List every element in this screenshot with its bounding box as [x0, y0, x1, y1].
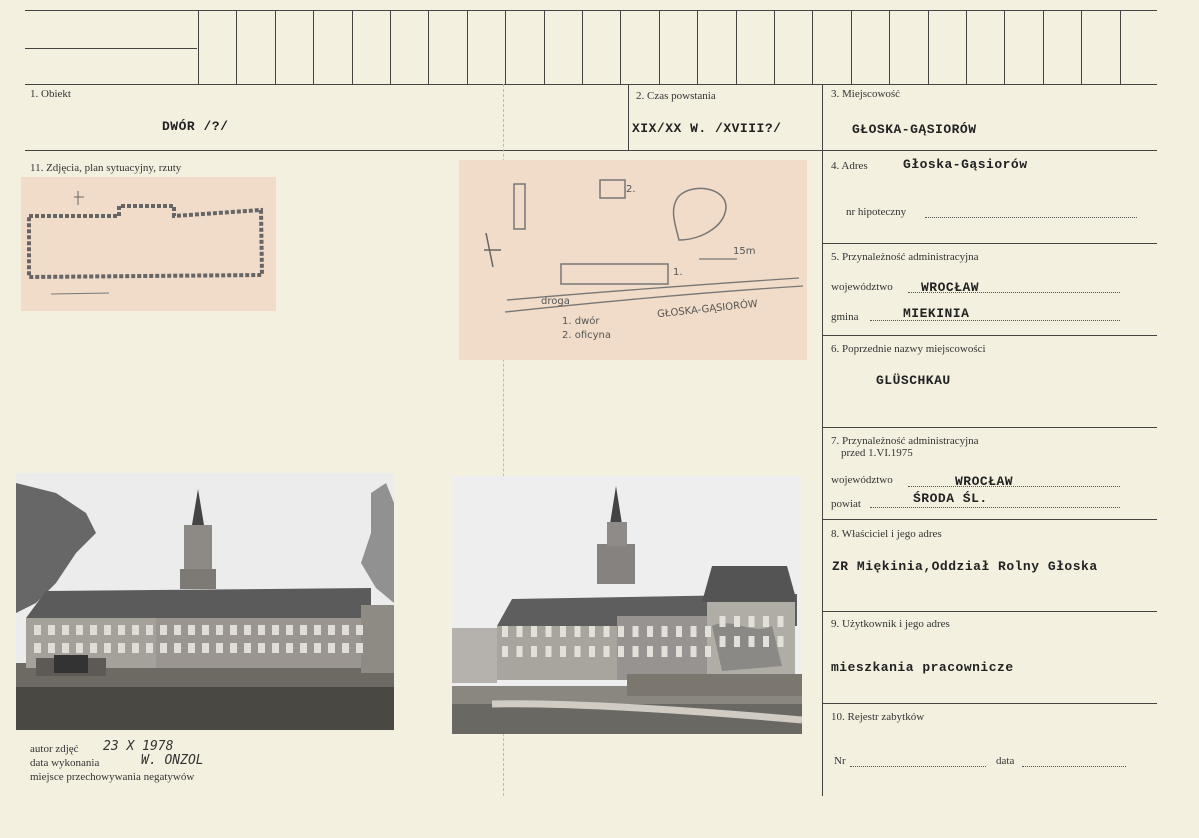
- uzytkownik-label: 9. Użytkownik i jego adres: [831, 618, 950, 630]
- manor-photo-right: [452, 476, 802, 734]
- strip-column-line: [736, 10, 737, 84]
- site-num-1: 1.: [673, 267, 683, 278]
- site-scale: 15m: [733, 246, 756, 257]
- strip-column-line: [1004, 10, 1005, 84]
- powiat-value: ŚRODA ŚL.: [913, 491, 988, 506]
- top-strip-line: [25, 48, 197, 49]
- rejestr-nr-label: Nr: [834, 755, 846, 767]
- przed-date-label: przed 1.VI.1975: [841, 447, 913, 459]
- col-divider-2: [628, 84, 629, 150]
- strip-column-line: [236, 10, 237, 84]
- rejestr-label: 10. Rejestr zabytków: [831, 711, 925, 723]
- miejscowosc-label: 3. Miejscowość: [831, 88, 901, 100]
- poprzednie-value: GLÜSCHKAU: [876, 373, 951, 388]
- top-border: [25, 10, 1157, 11]
- uzytkownik-value: mieszkania pracownicze: [831, 660, 1014, 675]
- strip-column-line: [390, 10, 391, 84]
- site-plan-paste: [459, 160, 807, 360]
- floor-plan-paste: [21, 177, 276, 311]
- header-bottom-line: [25, 84, 1157, 85]
- line-7: [822, 427, 1157, 428]
- line-10: [822, 703, 1157, 704]
- line-8: [822, 519, 1157, 520]
- strip-column-line: [1120, 10, 1121, 84]
- line-6: [822, 335, 1157, 336]
- strip-column-line: [1081, 10, 1082, 84]
- strip-column-line: [582, 10, 583, 84]
- gmina-dots: [870, 320, 1120, 321]
- rejestr-data-dots: [1022, 766, 1126, 767]
- przynaleznosc-label: 5. Przynależność administracyjna: [831, 251, 979, 263]
- row1-line: [25, 150, 1157, 151]
- strip-column-line: [812, 10, 813, 84]
- strip-column-line: [774, 10, 775, 84]
- hipoteczny-label: nr hipoteczny: [846, 206, 907, 218]
- autor-value: 23 X 1978: [103, 739, 174, 754]
- strip-column-line: [966, 10, 967, 84]
- gmina-label: gmina: [831, 311, 859, 323]
- data-wykonania-label: data wykonania: [30, 757, 100, 769]
- manor-photo-left-image: [16, 473, 394, 730]
- strip-column-line: [505, 10, 506, 84]
- przed-wojewodztwo-dots: [908, 486, 1120, 487]
- site-droga: droga: [541, 296, 570, 307]
- strip-column-line: [1043, 10, 1044, 84]
- data-wykonania-value: W. ONZOL: [141, 753, 204, 768]
- powiat-dots: [870, 507, 1120, 508]
- strip-column-line: [851, 10, 852, 84]
- czas-value: XIX/XX W. /XVIII?/: [632, 121, 782, 136]
- czas-label: 2. Czas powstania: [636, 90, 716, 102]
- manor-photo-left: [16, 473, 394, 730]
- strip-column-line: [928, 10, 929, 84]
- col-divider-right: [822, 84, 823, 796]
- line-5: [822, 243, 1157, 244]
- przed-wojewodztwo-label: województwo: [831, 474, 893, 486]
- rejestr-data-label: data: [996, 755, 1015, 767]
- wojewodztwo-value: WROCŁAW: [921, 280, 980, 295]
- autor-label: autor zdjęć: [30, 743, 79, 755]
- negatywy-label: miejsce przechowywania negatywów: [30, 771, 195, 783]
- strip-column-line: [544, 10, 545, 84]
- site-num-2: 2.: [626, 184, 636, 195]
- zdjecia-label: 11. Zdjęcia, plan sytuacyjny, rzuty: [30, 162, 182, 174]
- adres-value: Głoska-Gąsiorów: [903, 157, 1028, 172]
- strip-column-line: [889, 10, 890, 84]
- wojewodztwo-label: województwo: [831, 281, 893, 293]
- przed-wojewodztwo-value: WROCŁAW: [955, 474, 1014, 489]
- strip-column-line: [198, 10, 199, 84]
- strip-column-line: [428, 10, 429, 84]
- miejscowosc-value: GŁOSKA-GĄSIORÓW: [852, 122, 977, 137]
- strip-column-line: [659, 10, 660, 84]
- hipoteczny-dots: [925, 217, 1137, 218]
- strip-column-line: [697, 10, 698, 84]
- site-legend-1: 1. dwór: [562, 316, 600, 327]
- strip-column-line: [313, 10, 314, 84]
- poprzednie-label: 6. Poprzednie nazwy miejscowości: [831, 343, 986, 355]
- obiekt-label: 1. Obiekt: [30, 88, 71, 100]
- powiat-label: powiat: [831, 498, 861, 510]
- obiekt-value: DWÓR /?/: [162, 119, 229, 134]
- floor-plan-drawing: [21, 177, 276, 311]
- site-legend-2: 2. oficyna: [562, 330, 612, 341]
- przed-label: 7. Przynależność administracyjna: [831, 435, 979, 447]
- manor-photo-right-image: [452, 476, 802, 734]
- gmina-value: MIEKINIA: [903, 306, 970, 321]
- strip-column-line: [352, 10, 353, 84]
- line-9: [822, 611, 1157, 612]
- adres-label: 4. Adres: [831, 160, 868, 172]
- wlasciciel-value: ZR Miękinia,Oddział Rolny Głoska: [832, 559, 1098, 574]
- strip-column-line: [467, 10, 468, 84]
- strip-column-line: [275, 10, 276, 84]
- strip-column-line: [620, 10, 621, 84]
- wojewodztwo-dots: [908, 292, 1120, 293]
- wlasciciel-label: 8. Właściciel i jego adres: [831, 528, 942, 540]
- rejestr-nr-dots: [850, 766, 986, 767]
- site-place-name: GŁOSKA-GĄSIORÓW: [656, 298, 759, 321]
